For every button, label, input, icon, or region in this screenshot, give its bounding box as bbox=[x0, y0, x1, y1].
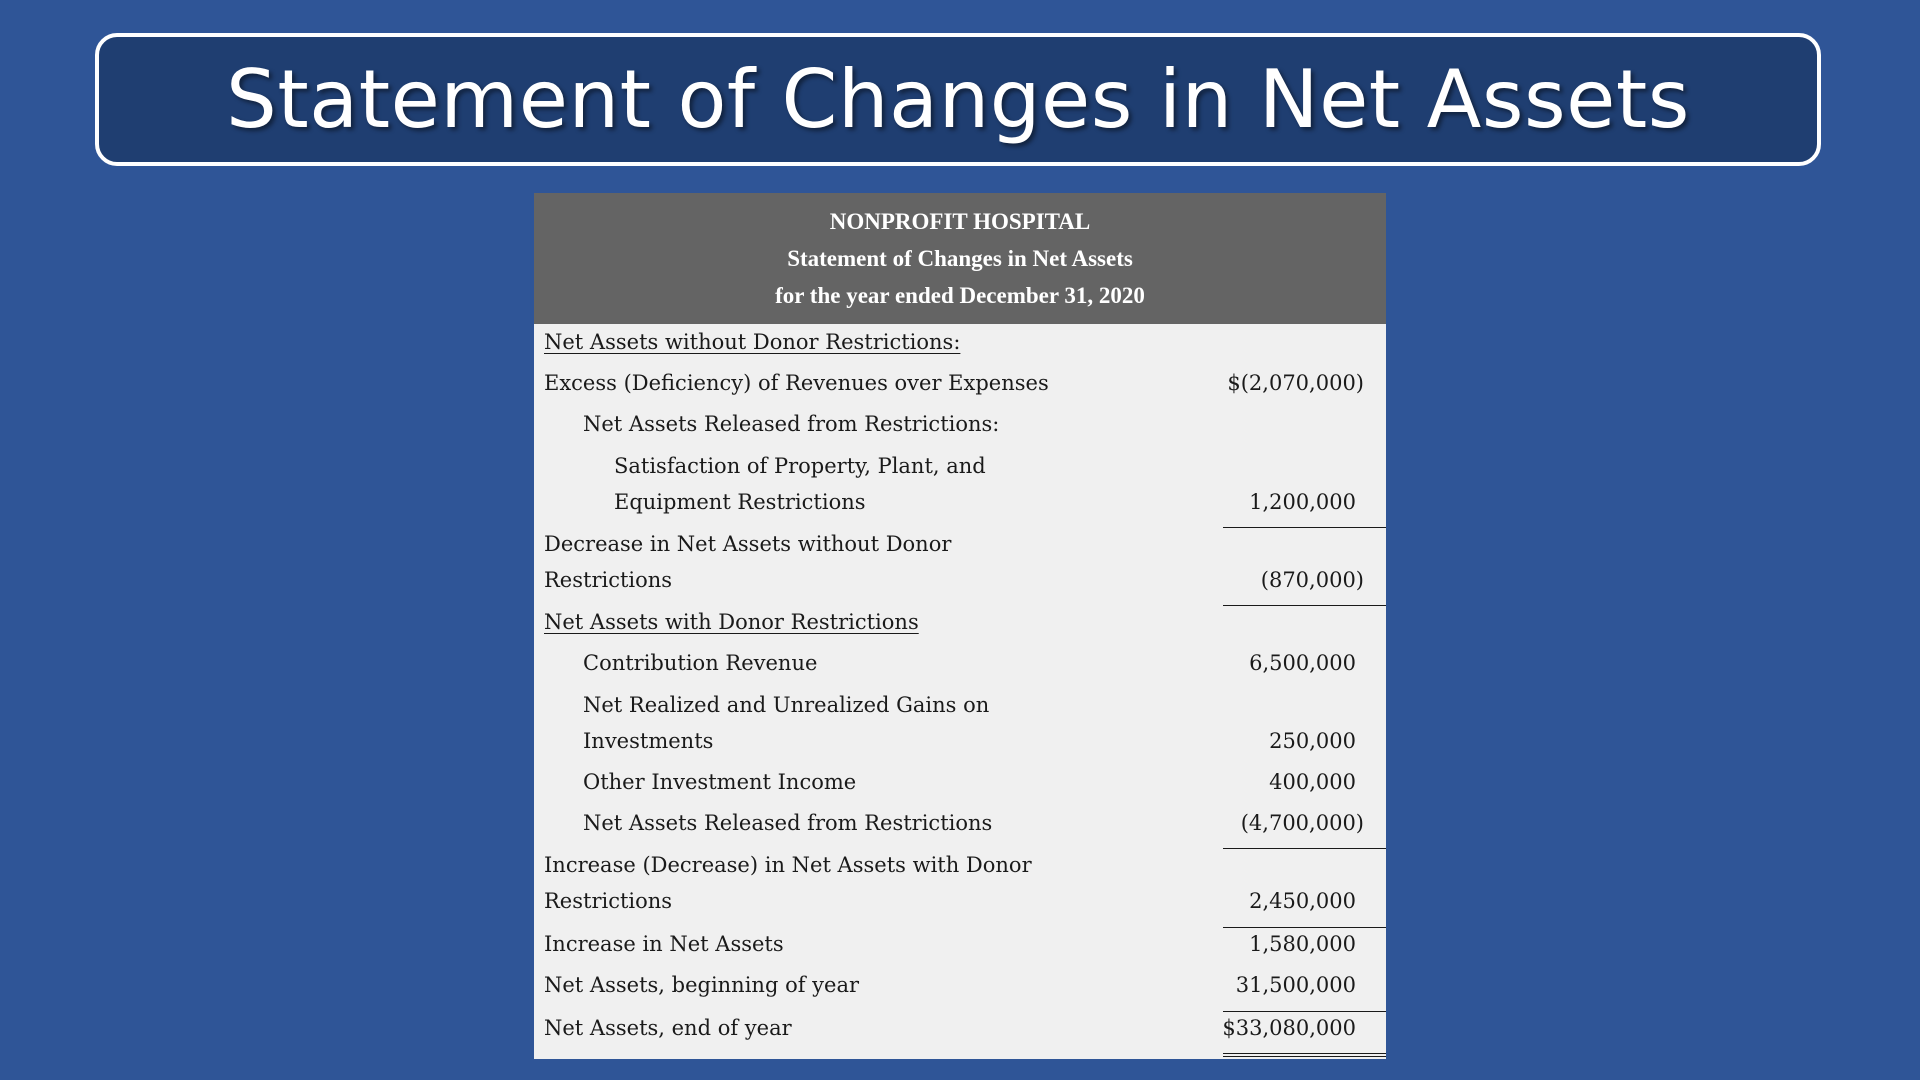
row-label-line-1: Satisfaction of Property, Plant, and bbox=[614, 454, 986, 478]
organization-name: NONPROFIT HOSPITAL bbox=[829, 209, 1091, 234]
row-label: Contribution Revenue bbox=[583, 651, 818, 675]
row-label-line-2: Restrictions bbox=[544, 568, 673, 592]
financial-statement bbox=[534, 193, 1386, 1059]
row-label: Net Assets without Donor Restrictions: bbox=[544, 330, 961, 354]
row-amount: 31,500,000 bbox=[1235, 973, 1356, 997]
row-amount: 400,000 bbox=[1269, 770, 1356, 794]
row-label-line-1: Decrease in Net Assets without Donor bbox=[544, 532, 952, 556]
row-amount: 1,580,000 bbox=[1249, 932, 1356, 956]
row-label: Net Assets, end of year bbox=[544, 1016, 792, 1040]
statement-period: for the year ended December 31, 2020 bbox=[775, 283, 1145, 308]
row-label: Net Assets with Donor Restrictions bbox=[544, 610, 919, 634]
subtotal-rule bbox=[1223, 605, 1386, 606]
row-amount: (870,000) bbox=[1260, 568, 1364, 592]
statement-header bbox=[534, 193, 1386, 324]
row-label-line-1: Net Realized and Unrealized Gains on bbox=[583, 693, 990, 717]
total-double-rule bbox=[1223, 1053, 1386, 1057]
row-amount: 250,000 bbox=[1269, 729, 1356, 753]
subtotal-rule bbox=[1223, 848, 1386, 849]
subtotal-rule bbox=[1223, 1011, 1386, 1012]
row-amount: 2,450,000 bbox=[1249, 889, 1356, 913]
subtotal-rule bbox=[1223, 927, 1386, 928]
row-label-line-2: Restrictions bbox=[544, 889, 673, 913]
row-label: Net Assets Released from Restrictions: bbox=[583, 412, 1000, 436]
row-label: Increase in Net Assets bbox=[544, 932, 784, 956]
slide-title: Statement of Changes in Net Assets bbox=[226, 52, 1690, 146]
row-amount: $33,080,000 bbox=[1222, 1016, 1356, 1040]
row-amount: (4,700,000) bbox=[1240, 811, 1364, 835]
slide-title-box bbox=[95, 33, 1821, 166]
row-label: Other Investment Income bbox=[583, 770, 857, 794]
row-label: Net Assets Released from Restrictions bbox=[583, 811, 993, 835]
row-amount: 6,500,000 bbox=[1249, 651, 1356, 675]
row-label-line-1: Increase (Decrease) in Net Assets with Donor bbox=[544, 853, 1032, 877]
row-amount: 1,200,000 bbox=[1249, 490, 1356, 514]
row-label: Excess (Deficiency) of Revenues over Expenses bbox=[544, 371, 1049, 395]
row-label-line-2: Equipment Restrictions bbox=[614, 490, 866, 514]
subtotal-rule bbox=[1223, 527, 1386, 528]
row-label-line-2: Investments bbox=[583, 729, 714, 753]
statement-name: Statement of Changes in Net Assets bbox=[787, 246, 1133, 271]
row-label: Net Assets, beginning of year bbox=[544, 973, 860, 997]
row-amount: $(2,070,000) bbox=[1227, 371, 1364, 395]
